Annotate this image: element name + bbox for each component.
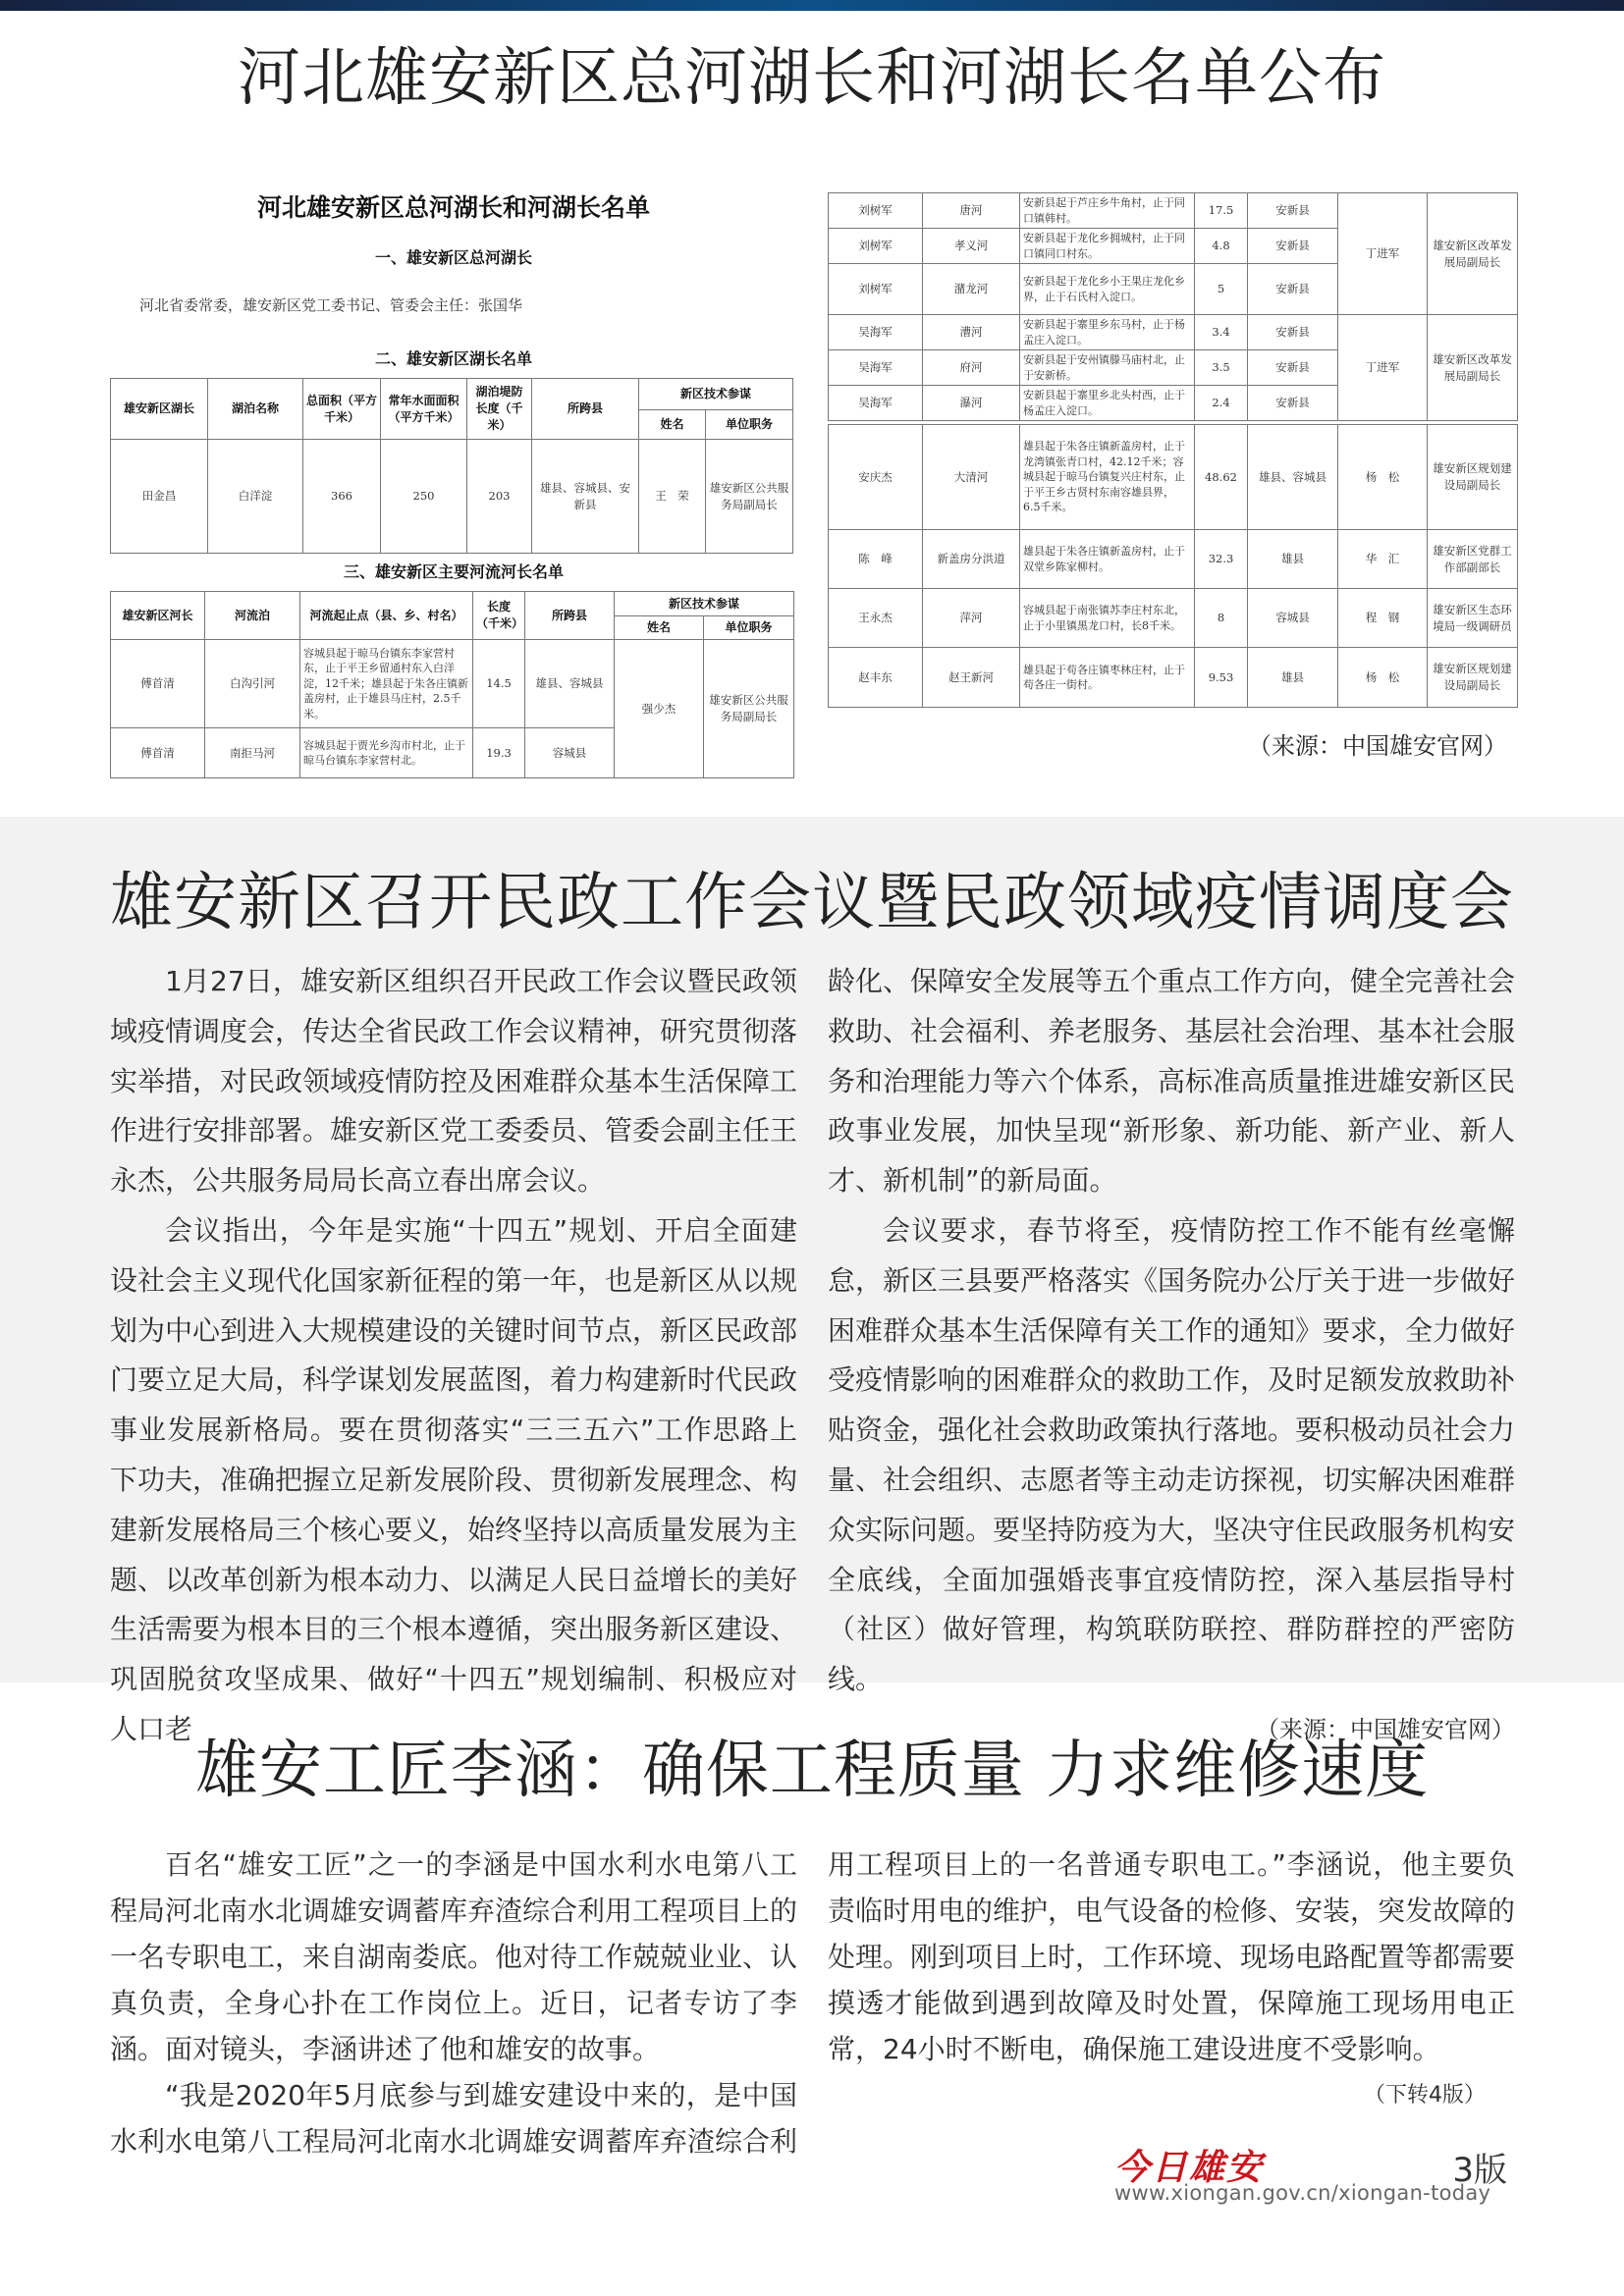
cell-route: 容城县起于南张镇苏李庄村东北，止于小里镇黑龙口村，长8千米。	[1020, 589, 1195, 648]
table-row	[829, 589, 1518, 648]
continued-note: （下转4版）	[1364, 2083, 1486, 2108]
article2-headline: 雄安新区召开民政工作会议暨民政领域疫情调度会	[110, 867, 1514, 939]
cell-route: 安新县起于寨里乡东马村，止于杨孟庄入淀口。	[1020, 315, 1195, 350]
cell-length: 17.5	[1195, 193, 1248, 229]
chief-line: 河北省委常委，雄安新区党工委书记、管委会主任：张国华	[139, 296, 523, 314]
paragraph-continued: 龄化、保障安全发展等五个重点工作方向，健全完善社会救助、社会福利、养老服务、基层社会治理、基本社会服务和治理能力等六个体系，高标准高质量推进雄安新区民政事业发展，加快呈现“新形象、新功能、新产业、新人才、新机制”的新局面。	[828, 965, 1516, 1198]
cell-route: 安新县起于寨里乡北头村西，止于杨孟庄入淀口。	[1020, 386, 1195, 421]
document-title: 河北雄安新区总河湖长和河湖长名单	[256, 193, 650, 222]
header-water-area: 常年水面面积（平方千米）	[381, 379, 467, 440]
cell-chief: 赵丰东	[829, 648, 923, 708]
header-chief: 雄安新区河长	[111, 592, 205, 640]
cell-length: 48.62	[1195, 425, 1248, 530]
cell-water-area: 250	[381, 440, 467, 554]
header-route: 河流起止点（县、乡、村名）	[300, 592, 473, 640]
header-river-name: 河流泊	[205, 592, 300, 640]
table-row	[829, 425, 1518, 530]
header-advisor-title: 单位职务	[706, 410, 793, 440]
cell-river-name: 孝义河	[923, 229, 1020, 264]
article3-headline: 雄安工匠李涵：确保工程质量 力求维修速度	[194, 1735, 1430, 1807]
cell-chief: 吴海军	[829, 386, 923, 421]
header-length: 长度（千米）	[473, 592, 525, 640]
cell-length: 9.53	[1195, 648, 1248, 708]
header-counties: 所跨县	[532, 379, 639, 440]
cell-river-name: 瀑河	[923, 386, 1020, 421]
paragraph-continued: 用工程项目上的一名普通专职电工。”李涵说，他主要负责临时用电的维护，电气设备的检修、安装，突发故障的处理。刚到项目上时，工作环境、现场电路配置等都需要摸透才能做到遇到故障及时处置，保障施工现场用电正常，24小时不断电，确保施工建设进度不受影响。	[828, 1848, 1516, 2065]
cell-length: 2.4	[1195, 386, 1248, 421]
cell-counties: 容城县	[525, 728, 615, 778]
article2-column-right	[828, 957, 1515, 1755]
cell-length: 14.5	[473, 640, 525, 728]
cell-route: 安新县起于安州镇滕马庙村北，止于安新桥。	[1020, 350, 1195, 386]
river-chief-table-continued	[828, 192, 1518, 421]
table-row	[829, 315, 1518, 350]
cell-counties: 安新县	[1248, 350, 1338, 386]
cell-river-name: 南拒马河	[205, 728, 300, 778]
cell-advisor-title: 雄安新区公共服务局副局长	[706, 440, 793, 554]
header-advisor: 新区技术参谋	[639, 379, 793, 410]
section1-heading: 一、雄安新区总河湖长	[374, 248, 532, 267]
article2-source: （来源：中国雄安官网）	[1256, 1715, 1515, 1743]
cell-counties: 雄县、容城县、安新县	[532, 440, 639, 554]
cell-chief: 吴海军	[829, 350, 923, 386]
cell-chief: 安庆杰	[829, 425, 923, 530]
cell-route: 容城县起于晾马台镇东李家营村东，止于平王乡留通村东入白洋淀，12千米；雄县起于朱各庄镇新盖房村，止于雄县马庄村，2.5千米。	[300, 640, 473, 728]
table-row	[111, 440, 793, 554]
cell-length: 5	[1195, 264, 1248, 315]
cell-counties: 雄县	[1248, 530, 1338, 589]
header-advisor: 新区技术参谋	[615, 592, 794, 616]
cell-counties: 安新县	[1248, 264, 1338, 315]
cell-advisor-title: 雄安新区改革发展局副局长	[1428, 315, 1518, 421]
article3-column-left	[110, 1842, 797, 2164]
cell-lake-name: 白洋淀	[208, 440, 303, 554]
cell-counties: 安新县	[1248, 229, 1338, 264]
paragraph: 百名“雄安工匠”之一的李涵是中国水利水电第八工程局河北南水北调雄安调蓄库弃渣综合利用工程项目上的一名专职电工，来自湖南娄底。他对待工作兢兢业业、认真负责，全身心扑在工作岗位上。近日，记者专访了李涵。面对镜头，李涵讲述了他和雄安的故事。	[110, 1848, 798, 2065]
cell-route: 雄县起于苟各庄镇枣林庄村，止于苟各庄一街村。	[1020, 648, 1195, 708]
paragraph: 1月27日，雄安新区组织召开民政工作会议暨民政领域疫情调度会，传达全省民政工作会议精神，研究贯彻落实举措，对民政领域疫情防控及困难群众基本生活保障工作进行安排部署。雄安新区党工委委员、管委会副主任王永杰，公共服务局局长高立春出席会议。	[110, 965, 798, 1198]
river-chief-table-continued-2	[828, 424, 1518, 708]
cell-advisor-name: 杨 松	[1338, 648, 1428, 708]
cell-chief: 田金昌	[111, 440, 208, 554]
header-lake-name: 湖泊名称	[208, 379, 303, 440]
cell-counties: 雄县	[1248, 648, 1338, 708]
table-row	[829, 648, 1518, 708]
paragraph: 会议要求，春节将至，疫情防控工作不能有丝毫懈怠，新区三县要严格落实《国务院办公厅关于进一步做好困难群众基本生活保障有关工作的通知》要求，全力做好受疫情影响的困难群众的救助工作，及时足额发放救助补贴资金，强化社会救助政策执行落地。要积极动员社会力量、社会组织、志愿者等主动走访探视，切实解决困难群众实际问题。要坚持防疫为大，坚决守住民政服务机构安全底线，全面加强婚丧事宜疫情防控，深入基层指导村（社区）做好管理，构筑联防联控、群防群控的严密防线。	[828, 1213, 1516, 1696]
cell-counties: 雄县、容城县	[525, 640, 615, 728]
cell-advisor-title: 雄安新区党群工作部副部长	[1428, 530, 1518, 589]
cell-advisor-name: 王 荣	[639, 440, 706, 554]
cell-river-name: 赵王新河	[923, 648, 1020, 708]
river-chief-table	[110, 591, 794, 778]
cell-chief: 刘树军	[829, 193, 923, 229]
cell-length: 3.4	[1195, 315, 1248, 350]
cell-route: 安新县起于龙化乡拥城村，止于同口镇同口村东。	[1020, 229, 1195, 264]
cell-route: 安新县起于芦庄乡牛角村，止于同口镇韩村。	[1020, 193, 1195, 229]
cell-advisor-name: 丁进军	[1338, 193, 1428, 315]
header-advisor-name: 姓名	[615, 616, 704, 640]
cell-area: 366	[303, 440, 381, 554]
cell-dike: 203	[467, 440, 532, 554]
article1-headline: 河北雄安新区总河湖长和河湖长名单公布	[238, 42, 1386, 115]
header-counties: 所跨县	[525, 592, 615, 640]
top-color-bar	[0, 0, 1624, 11]
cell-advisor-name: 程 钢	[1338, 589, 1428, 648]
header-area: 总面积（平方千米）	[303, 379, 381, 440]
cell-chief: 刘树军	[829, 264, 923, 315]
section2-heading: 二、雄安新区湖长名单	[374, 349, 532, 368]
header-advisor-name: 姓名	[639, 410, 706, 440]
cell-chief: 傅首清	[111, 728, 205, 778]
cell-advisor-title: 雄安新区改革发展局副局长	[1428, 193, 1518, 315]
cell-advisor-name: 华 汇	[1338, 530, 1428, 589]
cell-advisor-title: 雄安新区规划建设局副局长	[1428, 425, 1518, 530]
cell-advisor-title: 雄安新区规划建设局副局长	[1428, 648, 1518, 708]
cell-route: 雄县起于朱各庄镇新盖房村，止于双堂乡陈家柳村。	[1020, 530, 1195, 589]
cell-chief: 王永杰	[829, 589, 923, 648]
article1-source: （来源：中国雄安官网）	[1248, 732, 1507, 760]
cell-river-name: 唐河	[923, 193, 1020, 229]
cell-length: 8	[1195, 589, 1248, 648]
article2-column-left	[110, 957, 797, 1755]
cell-length: 32.3	[1195, 530, 1248, 589]
paragraph: 会议指出，今年是实施“十四五”规划、开启全面建设社会主义现代化国家新征程的第一年，也是新区从以规划为中心到进入大规模建设的关键时间节点，新区民政部门要立足大局，科学谋划发展蓝图，着力构建新时代民政事业发展新格局。要在贯彻落实“三三五六”工作思路上下功夫，准确把握立足新发展阶段、贯彻新发展理念、构建新发展格局三个核心要义，始终坚持以高质量发展为主题、以改革创新为根本动力、以满足人民日益增长的美好生活需要为根本目的三个根本遵循，突出服务新区建设、巩固脱贫攻坚成果、做好“十四五”规划编制、积极应对人口老	[110, 1213, 798, 1745]
cell-counties: 安新县	[1248, 315, 1338, 350]
cell-length: 3.5	[1195, 350, 1248, 386]
cell-counties: 安新县	[1248, 386, 1338, 421]
cell-river-name: 新盖房分洪道	[923, 530, 1020, 589]
lake-chief-table	[110, 378, 793, 554]
header-dike: 湖泊堤防长度（千米）	[467, 379, 532, 440]
article3-column-right	[828, 1842, 1515, 2118]
table-row	[111, 640, 794, 728]
cell-chief: 吴海军	[829, 315, 923, 350]
header-chief: 雄安新区湖长	[111, 379, 208, 440]
table-row	[829, 193, 1518, 229]
paragraph: “我是2020年5月底参与到雄安建设中来的，是中国水利水电第八工程局河北南水北调雄安调蓄库弃渣综合利	[110, 2079, 798, 2158]
cell-river-name: 府河	[923, 350, 1020, 386]
section3-heading: 三、雄安新区主要河流河长名单	[343, 562, 564, 581]
footer-url[interactable]: www.xiongan.gov.cn/xiongan-today	[1114, 2181, 1491, 2205]
cell-route: 雄县起于朱各庄镇新盖房村，止于龙湾镇张青口村，42.12千米；容城县起于晾马台镇复兴庄村东，止于平王乡古贤村东南容雄县界，6.5千米。	[1020, 425, 1195, 530]
cell-route: 安新县起于龙化乡小王果庄龙化乡界，止于石氏村入淀口。	[1020, 264, 1195, 315]
cell-river-name: 萍河	[923, 589, 1020, 648]
cell-river-name: 大清河	[923, 425, 1020, 530]
cell-advisor-name: 强少杰	[615, 640, 704, 778]
cell-advisor-name: 丁进军	[1338, 315, 1428, 421]
cell-river-name: 潴龙河	[923, 264, 1020, 315]
cell-counties: 容城县	[1248, 589, 1338, 648]
cell-chief: 陈 峰	[829, 530, 923, 589]
newspaper-logo: 今日雄安	[1114, 2147, 1265, 2188]
cell-counties: 安新县	[1248, 193, 1338, 229]
cell-advisor-title: 雄安新区生态环境局一级调研员	[1428, 589, 1518, 648]
table-row	[829, 530, 1518, 589]
header-advisor-title: 单位职务	[704, 616, 794, 640]
cell-route: 容城县起于贾光乡沟市村北，止于晾马台镇东李家营村北。	[300, 728, 473, 778]
cell-length: 4.8	[1195, 229, 1248, 264]
cell-chief: 傅首清	[111, 640, 205, 728]
page-number: 3版	[1452, 2151, 1507, 2190]
cell-river-name: 漕河	[923, 315, 1020, 350]
cell-advisor-name: 杨 松	[1338, 425, 1428, 530]
cell-river-name: 白沟引河	[205, 640, 300, 728]
cell-advisor-title: 雄安新区公共服务局副局长	[704, 640, 794, 778]
cell-length: 19.3	[473, 728, 525, 778]
cell-chief: 刘树军	[829, 229, 923, 264]
cell-counties: 雄县、容城县	[1248, 425, 1338, 530]
